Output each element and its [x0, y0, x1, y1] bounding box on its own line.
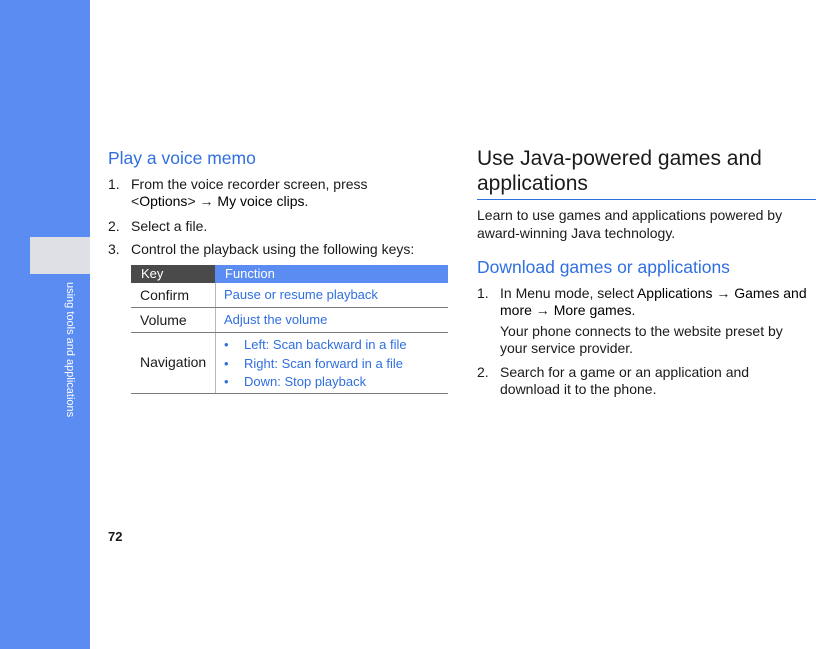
step-number: 2.	[477, 364, 489, 380]
sidebar-band	[0, 0, 90, 649]
keys-table	[131, 265, 448, 394]
page-title: Use Java-powered games and applications	[477, 147, 762, 195]
list-item: • Left: Scan backward in a file	[224, 337, 407, 352]
menu-path-games-and-more: Games and more	[500, 285, 807, 318]
step-number: 1.	[477, 285, 489, 301]
bullet-icon: •	[224, 337, 229, 352]
step-number: 1.	[108, 176, 120, 192]
section-heading-voice-memo: Play a voice memo	[108, 148, 256, 168]
list-item: • Down: Stop playback	[224, 374, 367, 389]
menu-path-more-games: More games	[553, 302, 632, 318]
intro-text: Learn to use games and applications powered by award-winning Java technology.	[477, 207, 783, 241]
key-cell: Confirm	[140, 287, 190, 303]
header-key: Key	[141, 266, 164, 281]
menu-path-applications: Applications	[636, 285, 713, 301]
header-function: Function	[215, 265, 448, 283]
key-cell: Volume	[140, 312, 187, 328]
arrow-icon: →	[712, 285, 735, 301]
page-number: 72	[108, 529, 123, 544]
step-number: 2.	[108, 218, 120, 234]
bullet-icon: •	[224, 374, 229, 389]
key-cell: Navigation	[140, 354, 207, 370]
function-list	[224, 336, 407, 392]
step-number: 3.	[108, 241, 120, 257]
arrow-icon: →	[195, 193, 218, 209]
table-row	[131, 283, 448, 308]
table-row	[131, 308, 448, 333]
function-cell: Adjust the volume	[224, 312, 328, 327]
bullet-icon: •	[224, 355, 229, 371]
list-item: • Right: Scan forward in a file	[224, 355, 403, 371]
options-softkey: Options	[139, 193, 188, 209]
title-divider	[477, 199, 816, 200]
function-cell: Pause or resume playback	[224, 287, 378, 302]
table-row	[131, 333, 448, 394]
table-header	[131, 265, 448, 283]
step-note: Your phone connects to the website preset by your service provider.	[500, 323, 783, 356]
section-heading-download: Download games or applications	[477, 257, 730, 277]
step-text: From the voice recorder screen, press	[131, 176, 368, 192]
step-text: Control the playback using the following keys:	[131, 241, 415, 257]
chapter-tab	[30, 237, 90, 274]
chapter-label: using tools and applications	[64, 282, 76, 418]
step-text: Select a file.	[131, 218, 208, 234]
menu-path-voice-clips: My voice clips	[217, 193, 305, 209]
arrow-icon: →	[531, 302, 554, 318]
step-text: Search for a game or an application and download it to the phone.	[500, 364, 750, 397]
